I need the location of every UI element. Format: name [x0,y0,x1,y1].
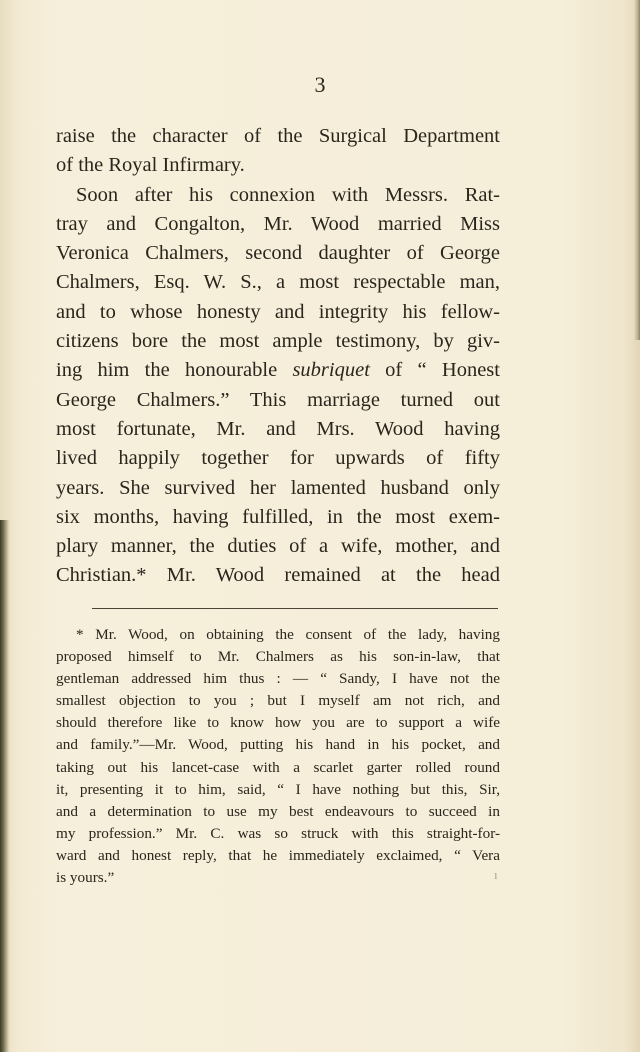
body-text-run: of “ Honest [369,359,500,382]
footnote-line: my profession.” Mr. C. was so struck with this straight-for- [56,824,500,842]
body-line: most fortunate, Mr. and Mrs. Wood having [56,417,500,440]
body-line: years. She survived her lamented husband only [56,476,500,499]
body-line: of the Royal Infirmary. [56,154,245,177]
body-text-run: ing him the honourable [56,359,293,382]
footnote-line: it, presenting it to him, said, “ I have nothing but this, Sir, [56,780,500,798]
body-line: citizens bore the most ample testimony, by giv- [56,330,500,353]
ink-speck: ı [494,867,498,882]
footnote-line: * Mr. Wood, on obtaining the consent of the lady, having [76,626,500,643]
footnote [56,624,500,889]
body-line: and to whose honesty and integrity his fellow- [56,300,500,323]
body-line: George Chalmers.” This marriage turned out [56,388,500,411]
footnote-line: gentleman addressed him thus : — “ Sandy, I have not the [56,670,500,688]
body-text [56,122,500,591]
footnote-line: taking out his lancet-case with a scarlet garter rolled round [56,758,500,776]
footnote-line: is yours.” [56,869,115,887]
footnote-line: proposed himself to Mr. Chalmers as his son-in-law, that [56,648,500,666]
footnote-line: and a determination to use my best endeavours to succeed in [56,802,500,820]
footnote-line: should therefore like to know how you are to support a wife [56,714,500,732]
page-number: 3 [314,72,326,97]
body-line: Soon after his connexion with Messrs. Rat- [76,183,500,206]
footnote-divider [92,608,498,609]
body-line: Veronica Chalmers, second daughter of George [56,242,500,265]
page-edge-shadow [634,0,640,340]
body-line: plary manner, the duties of a wife, mother, and [56,535,500,558]
body-line: Chalmers, Esq. W. S., a most respectable man, [56,271,500,294]
body-line: Christian.* Mr. Wood remained at the head [56,564,500,587]
footnote-line: ward and honest reply, that he immediately exclaimed, “ Vera [56,846,500,864]
footnote-line: and family.”—Mr. Wood, putting his hand in his pocket, and [56,736,500,754]
body-line-with-italic [56,356,500,385]
binding-gutter [0,520,10,1052]
body-line: six months, having fulfilled, in the most exem- [56,505,500,528]
footnote-line: smallest objection to you ; but I myself am not rich, and [56,692,500,710]
body-line: tray and Congalton, Mr. Wood married Miss [56,212,500,235]
body-line: lived happily together for upwards of fifty [56,447,500,470]
body-line: raise the character of the Surgical Department [56,125,500,147]
italic-term: subriquet [292,359,370,382]
